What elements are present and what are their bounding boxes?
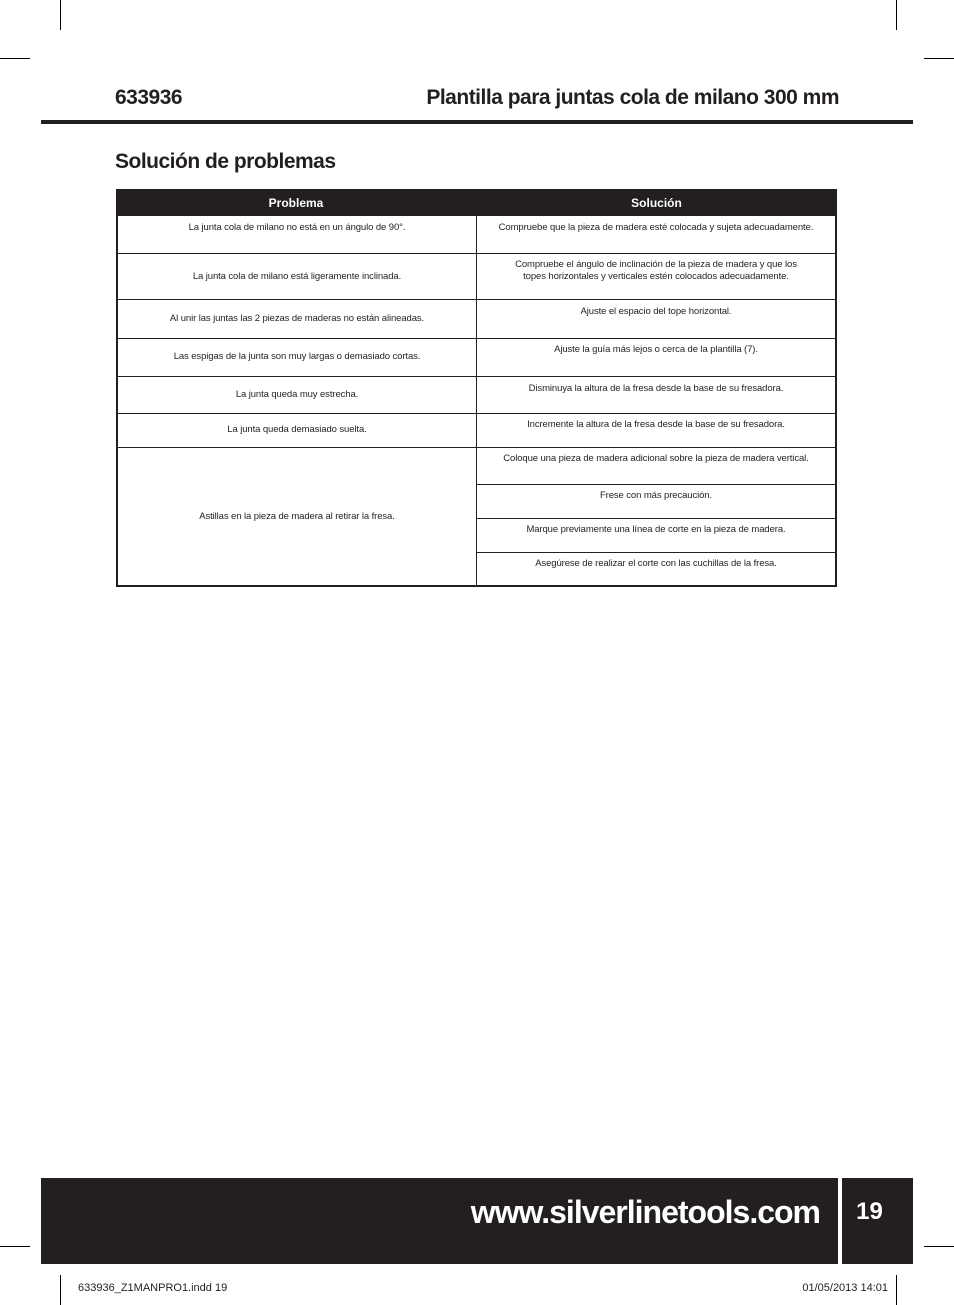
date-slug: 01/05/2013 14:01 — [802, 1282, 888, 1294]
solution-cell: Asegúrese de realizar el corte con las cuchillas de la fresa. — [535, 558, 777, 569]
section-title: Solución de problemas — [115, 150, 336, 173]
solution-cell: Frese con más precaución. — [599, 490, 713, 501]
problem-cell: La junta cola de milano no está en un ángulo de 90°. — [188, 222, 406, 233]
crop-mark — [924, 1246, 954, 1247]
page-number: 19 — [856, 1198, 883, 1225]
solution-cell: Compruebe el ángulo de inclinación de la pieza de madera y que los topes horizontales y verticales estén colocados adecuadamente. — [515, 259, 797, 282]
crop-mark — [60, 1275, 61, 1305]
file-slug: 633936_Z1MANPRO1.indd 19 — [78, 1282, 228, 1294]
model-number: 633936 — [115, 86, 183, 109]
problem-cell: Astillas en la pieza de madera al retirar la fresa. — [199, 511, 395, 522]
row-divider — [116, 447, 837, 448]
column-header-solution: Solución — [631, 196, 682, 210]
crop-mark — [924, 58, 954, 59]
crop-mark — [896, 1275, 897, 1305]
row-divider — [116, 338, 837, 339]
subrow-divider — [476, 552, 837, 553]
header-rule — [41, 120, 913, 124]
crop-mark — [60, 0, 61, 30]
problem-cell: La junta queda muy estrecha. — [235, 389, 359, 400]
problem-cell: La junta cola de milano está ligeramente inclinada. — [192, 271, 402, 282]
subrow-divider — [476, 484, 837, 485]
page-header — [115, 86, 839, 116]
solution-cell: Ajuste el espacio del tope horizontal. — [580, 306, 732, 317]
problem-cell: Al unir las juntas las 2 piezas de maderas no están alineadas. — [169, 313, 425, 324]
subrow-divider — [476, 518, 837, 519]
solution-cell: Ajuste la guía más lejos o cerca de la plantilla (7). — [554, 344, 758, 355]
crop-mark — [896, 0, 897, 30]
row-divider — [116, 376, 837, 377]
solution-cell: Coloque una pieza de madera adicional sobre la pieza de madera vertical. — [503, 453, 809, 464]
footer-bar — [41, 1178, 838, 1264]
row-divider — [116, 413, 837, 414]
document-title: Plantilla para juntas cola de milano 300 mm — [426, 86, 839, 109]
solution-cell: Disminuya la altura de la fresa desde la base de su fresadora. — [528, 383, 784, 394]
column-header-problem: Problema — [268, 196, 324, 210]
row-divider — [116, 299, 837, 300]
problem-cell: Las espigas de la junta son muy largas o demasiado cortas. — [173, 351, 421, 362]
solution-cell: Marque previamente una línea de corte en la pieza de madera. — [526, 524, 786, 535]
table-header — [116, 189, 837, 216]
website-url: www.silverlinetools.com — [470, 1194, 820, 1230]
page-number-box — [842, 1178, 913, 1264]
crop-mark — [0, 1246, 30, 1247]
problem-cell: La junta queda demasiado suelta. — [227, 424, 367, 435]
solution-cell: Incremente la altura de la fresa desde la base de su fresadora. — [527, 419, 785, 430]
solution-cell: Compruebe que la pieza de madera esté colocada y sujeta adecuadamente. — [498, 222, 814, 233]
crop-mark — [0, 58, 30, 59]
row-divider — [116, 253, 837, 254]
